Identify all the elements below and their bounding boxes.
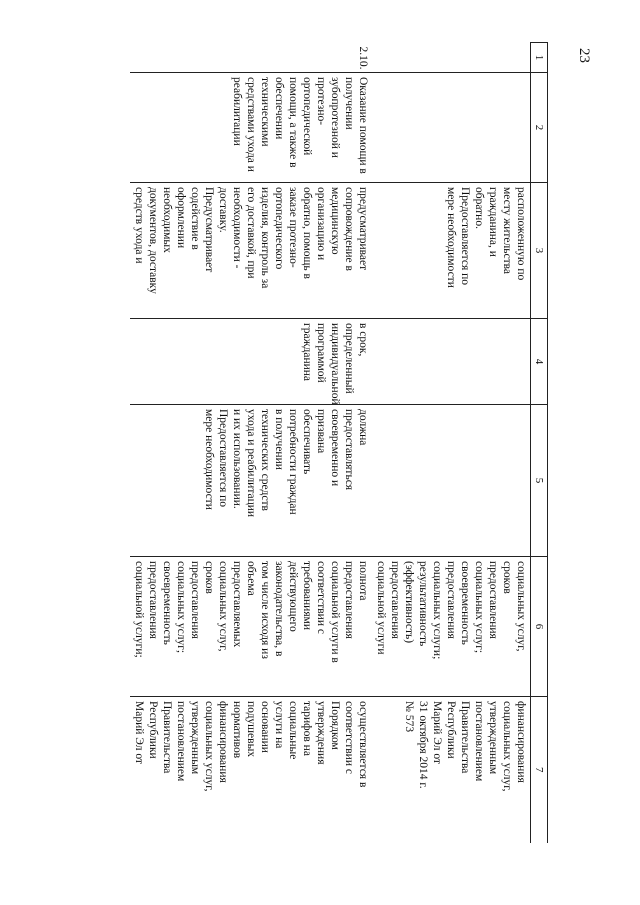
cell-line: обратно, помощь в [301, 187, 313, 279]
cell-line: зубопротезной и [329, 77, 341, 158]
cell-line: постановлением [473, 701, 485, 782]
cell-line: услуги на [273, 701, 285, 749]
cell-line: технических средств [259, 409, 271, 511]
service-name [372, 73, 531, 183]
cell-line: социальной услуги; [133, 561, 145, 658]
row-number: 2.10. [357, 46, 369, 70]
cell-line: социальных услуг, [501, 701, 513, 792]
row-number [372, 43, 531, 73]
cell-line: постановлением [175, 701, 187, 782]
cell-line: основании [259, 701, 271, 753]
cell-line: Оказание помощи в [357, 77, 369, 174]
cell-line: предоставляться [343, 409, 355, 491]
cell-line: помощи, а также в [287, 77, 299, 168]
cell-line: доставку. [217, 187, 229, 233]
cell-line: ухода и реабилитации [245, 409, 257, 518]
cell-line: утвержденным [487, 701, 499, 775]
cell-line: Марий Эл от [133, 701, 145, 764]
cell-line: предоставляемых [231, 561, 243, 648]
cell-line: социальных услуг, [217, 561, 229, 652]
cell-line: ортопедической [301, 77, 313, 156]
cell-line: законодательства, в [273, 561, 285, 657]
col-header: 2 [531, 73, 548, 183]
cell-line: результативность [417, 561, 429, 647]
cell-line: месту жительства [501, 187, 513, 274]
cell-line: финансирования [515, 701, 527, 783]
cell-line: техническими [259, 77, 271, 147]
cell-line: содействие в [189, 187, 201, 250]
cell-line: утверждения [315, 701, 327, 765]
cell-line: социальных услуг; [175, 561, 187, 654]
col-header: 5 [531, 405, 548, 557]
cell-line: его доставкой, при [245, 187, 257, 279]
services-table [130, 42, 548, 843]
page-number: 23 [576, 48, 592, 63]
service-content [372, 183, 531, 319]
cell-line: действующего [287, 561, 299, 632]
cell-line: оформлении [175, 187, 187, 249]
cell-line: своевременность [161, 561, 173, 645]
cell-line: № 573 [403, 701, 415, 733]
cell-line: предоставления [189, 561, 201, 639]
cell-line: Правительства [459, 701, 471, 774]
cell-line: предоставления [389, 561, 401, 639]
cell-line: призвана [315, 409, 327, 454]
cell-line: в срок, [357, 323, 369, 357]
service-name [130, 73, 372, 183]
cell-line: тарифов на [301, 701, 313, 756]
cell-line: объема [245, 561, 257, 596]
cell-line: предоставления [487, 561, 499, 639]
cell-line: том числе исходя из [259, 561, 271, 659]
cell-line: расположенную по [515, 187, 527, 281]
cell-line: индивидуальной [329, 323, 341, 405]
cell-line: своевременность [459, 561, 471, 645]
cell-line: сопровождение в [343, 187, 355, 271]
service-term [130, 319, 372, 405]
cell-line: социальных услуг, [515, 561, 527, 652]
table-row [372, 43, 531, 843]
cell-line: Предусматривает [203, 187, 215, 273]
cell-line: Республики [445, 701, 457, 759]
cell-line: Республики [147, 701, 159, 759]
cell-line: предоставления [445, 561, 457, 639]
col-header: 7 [531, 697, 548, 843]
cell-line: обеспечивать [301, 409, 313, 475]
cell-line: должна [357, 409, 369, 446]
cell-line: обратно. [473, 187, 485, 229]
cell-line: потребности граждан [287, 409, 299, 515]
cell-line: соответствии с [315, 561, 327, 634]
cell-line: соответствии с [343, 701, 355, 774]
cell-line: программой [315, 323, 327, 383]
col-header: 3 [531, 183, 548, 319]
cell-line: изделия, контроль за [259, 187, 271, 289]
cell-line: подушевых [245, 701, 257, 758]
col-header: 4 [531, 319, 548, 405]
cell-line: социальных услуги; [431, 561, 443, 660]
cell-line: получении [343, 77, 355, 130]
cell-line: Предоставляется по [459, 187, 471, 286]
cell-line: социальных услуг, [203, 701, 215, 792]
quality-indicators [372, 557, 531, 697]
cell-line: медицинскую [329, 187, 341, 255]
cell-line: социальной услуги [375, 561, 387, 655]
cell-line: реабилитации [231, 77, 243, 146]
column-number-row [531, 43, 548, 843]
cell-line: необходимости - [231, 187, 243, 269]
cell-line: предоставления [147, 561, 159, 639]
quality-indicators [130, 557, 372, 697]
cell-line: определенный [343, 323, 355, 394]
cell-line: сроков [501, 561, 513, 594]
cell-line: Предоставляется по [217, 409, 229, 508]
table-row [130, 43, 372, 843]
cell-line: Марий Эл от [431, 701, 443, 764]
cell-line: документов, доставку [147, 187, 159, 294]
cell-line: (эффективность) [403, 561, 415, 644]
cell-line: утвержденным [189, 701, 201, 775]
cell-line: средств ухода и [133, 187, 145, 264]
col-header: 1 [531, 43, 548, 73]
service-norm [372, 405, 531, 557]
cell-line: полнота [357, 561, 369, 601]
cell-line: нормативов [231, 701, 243, 759]
rotated-page [108, 42, 548, 842]
cell-line: сроков [203, 561, 215, 594]
cell-line: социальной услуги в [329, 561, 341, 663]
cell-line: обеспечении [273, 77, 285, 140]
service-norm [130, 405, 372, 557]
cell-line: социальных услуг; [473, 561, 485, 654]
cell-line: гражданина, и [487, 187, 499, 257]
cell-line: и их использовании. [231, 409, 243, 509]
cell-line: в получении [273, 409, 285, 470]
service-content [130, 183, 372, 319]
cell-line: ортопедического [273, 187, 285, 270]
cell-line: своевременно и [329, 409, 341, 487]
cell-line: Правительства [161, 701, 173, 774]
cell-line: финансирования [217, 701, 229, 783]
cell-line: предусматривает [357, 187, 369, 271]
cell-line: мере необходимости [203, 409, 215, 510]
cell-line: мере необходимости [445, 187, 457, 288]
cell-line: 31 октября 2014 г. [417, 701, 429, 789]
cell-line: осуществляется в [357, 701, 369, 788]
cell-line: Порядком [329, 701, 341, 750]
cell-line: социальные [287, 701, 299, 760]
financing-conditions [372, 697, 531, 843]
cell-line: необходимых [161, 187, 173, 253]
cell-line: средствами ухода и [245, 77, 257, 172]
service-term [372, 319, 531, 405]
cell-line: организацию и [315, 187, 327, 261]
cell-line: требованиями [301, 561, 313, 631]
cell-line: протезно- [315, 77, 327, 126]
cell-line: заказе протезно- [287, 187, 299, 268]
financing-conditions [130, 697, 372, 843]
cell-line: предоставления [343, 561, 355, 639]
cell-line: гражданина [301, 323, 313, 382]
col-header: 6 [531, 557, 548, 697]
